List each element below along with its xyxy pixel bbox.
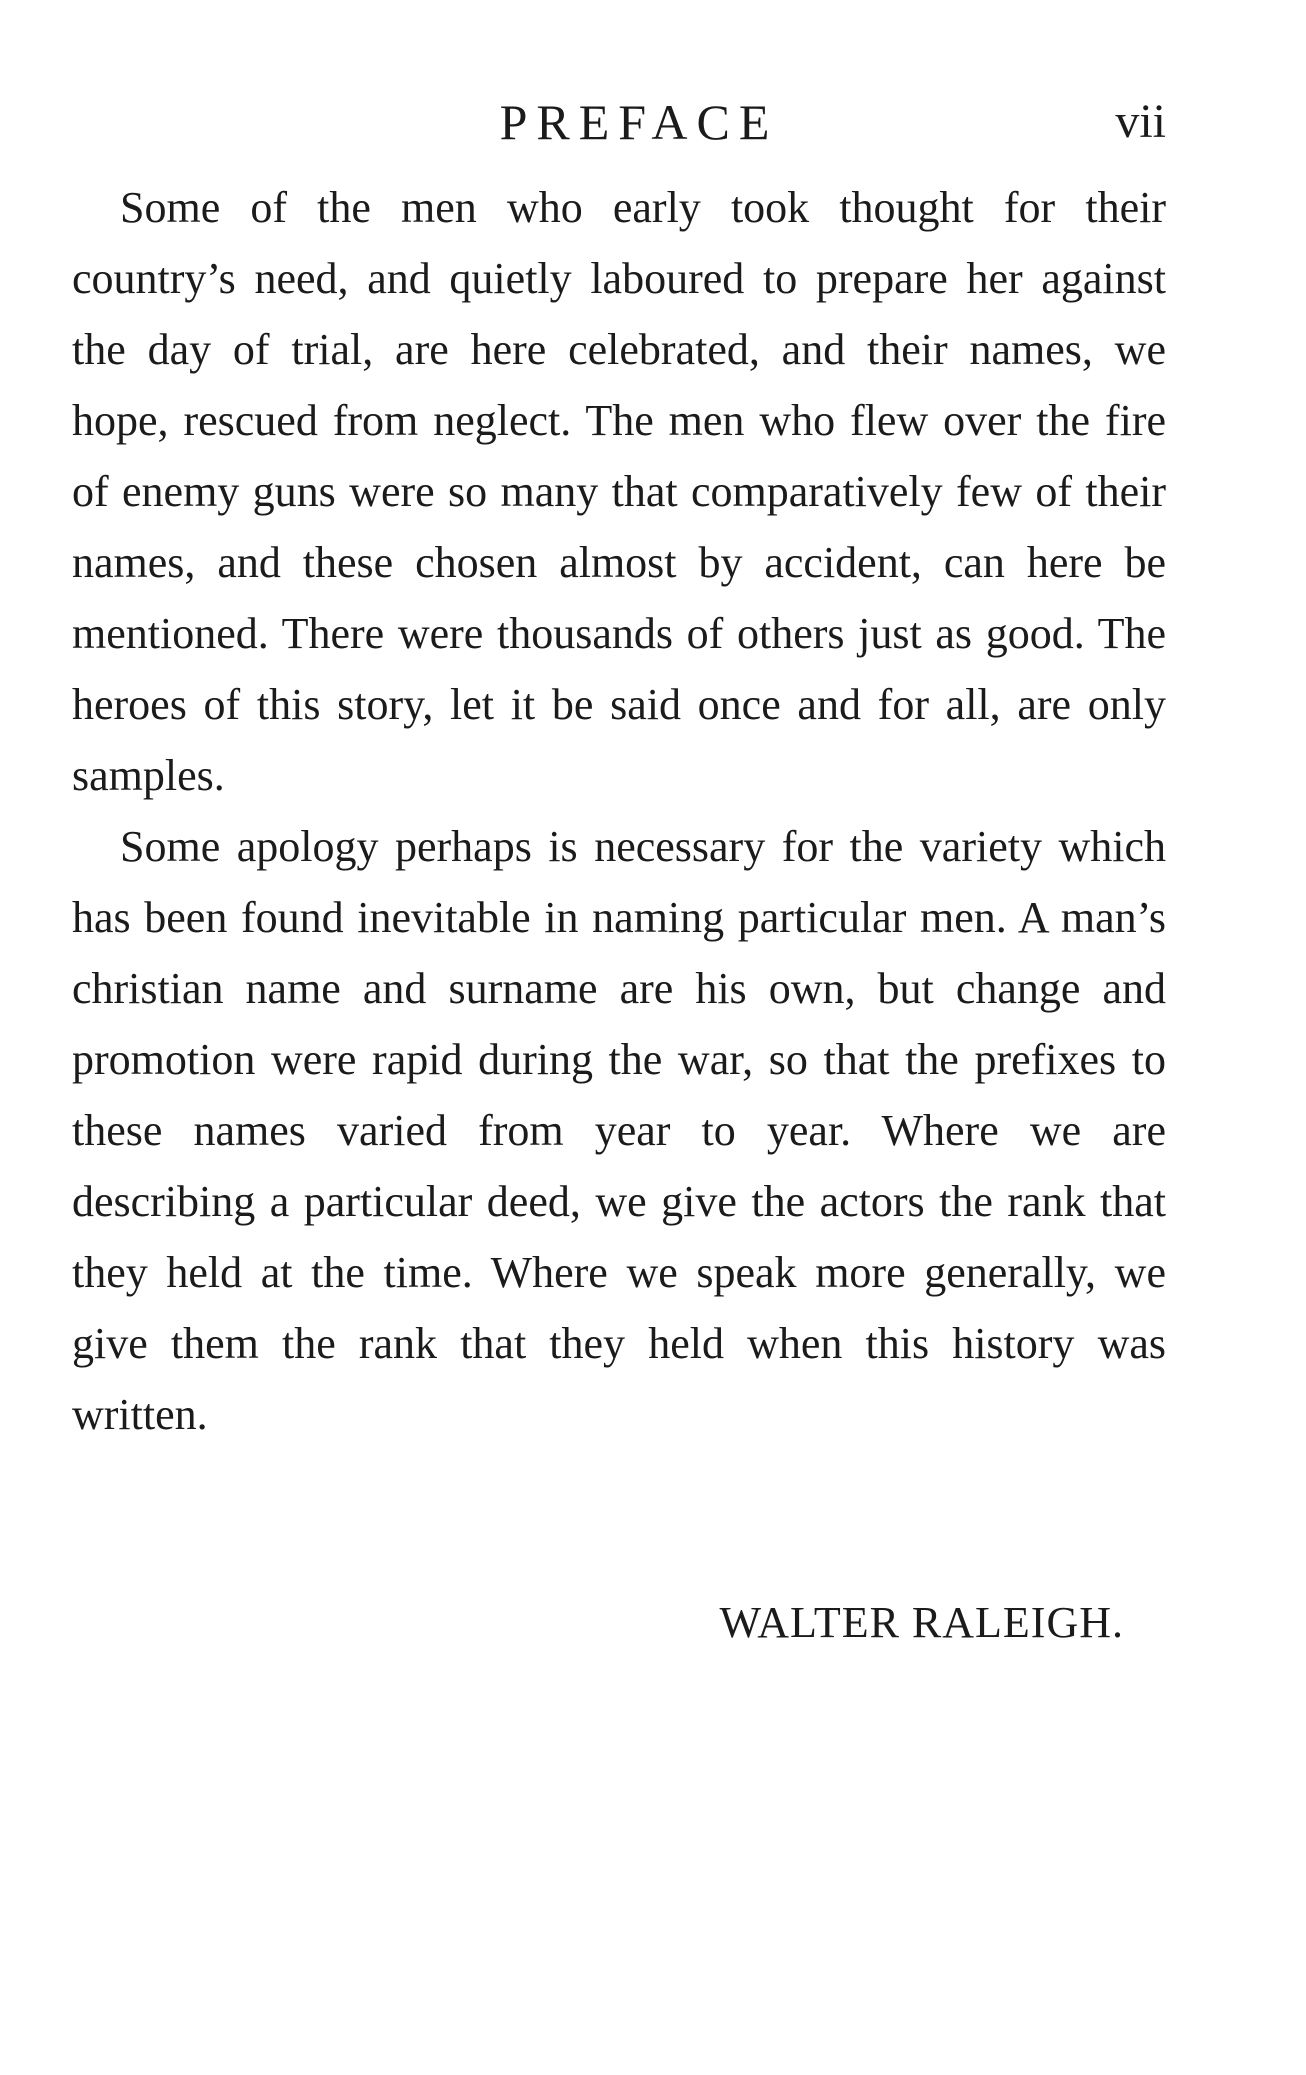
paragraph-1: Some of the men who early took thought for their country’s need, and quietly laboured to prepare her against the day of trial, are here celebrated, and their names, we hope, rescued from neglect. The men who flew over the fire of enemy guns were so many that comparatively few of their names, and these chosen almost by accident, can here be mentioned. There were thousands of others just as good. The heroes of this story, let it be said once and for all, are only samples. xyxy=(72,183,1166,800)
paragraph-2: Some apology perhaps is necessary for the variety which has been found inevitable in naming particular men. A man’s christian name and surname are his own, but change and promotion were rapid during the war, so that the prefixes to these names varied from year to year. Where we are describing a particular deed, we give the actors the rank that they held at the time. Where we speak more generally, we give them the rank that they held when this history was written. xyxy=(72,822,1166,1439)
author-signature: WALTER RALEIGH. xyxy=(719,1598,1124,1647)
page-title: PREFACE xyxy=(499,94,779,150)
running-head xyxy=(72,92,1166,152)
page-number: vii xyxy=(1115,95,1166,148)
preface-body xyxy=(72,172,1166,1450)
